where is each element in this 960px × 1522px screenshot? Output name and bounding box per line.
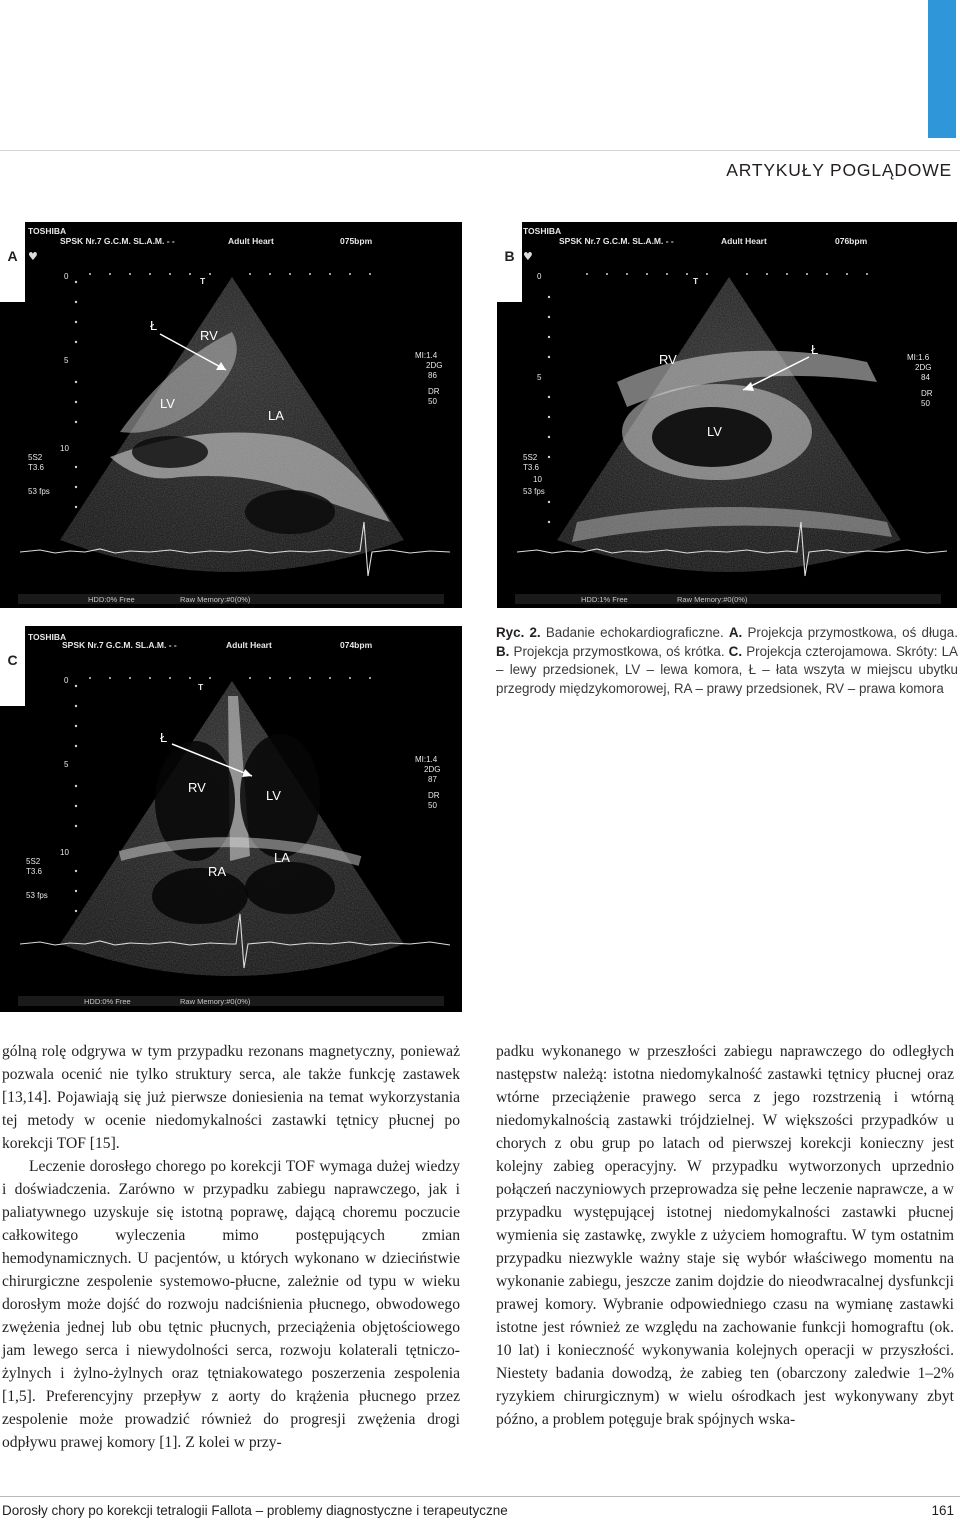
section-title: ARTYKUŁY POGLĄDOWE: [726, 160, 952, 180]
body-column-right: [496, 1040, 954, 1431]
label-la: LA: [268, 408, 284, 423]
depth-mark: 0: [64, 272, 69, 281]
caption-figure-number: Ryc. 2.: [496, 625, 541, 640]
label-la: LA: [274, 850, 290, 865]
param-gain: 87: [428, 775, 437, 784]
depth-mark: 5: [537, 373, 542, 382]
paragraph: Leczenie dorosłego chorego po korekcji TOF wymaga dużej wiedzy i doświadczenia. Zarówno w przypadku zabiegu naprawczego, jak i paliatywnego uzyskuje się istotną poprawę, dającą choremu poczucie całkowitego wyleczenia mimo postępujących zmian hemodynamicznych. U pacjentów, u których wykonano w dzieciństwie chirurgiczne zespolenie systemowo-płucne, zależnie od typu w wieku dorosłym może dojść do rozwoju nadciśnienia płucnego, obwodowego zwężenia jednej lub obu tętnic płucnych, przeciążenia objętościowego jam lewego serca i niewydolności serca, rozwoju kolaterali tętniczo-żylnych i żylno-żylnych oraz tętniakowatego poszerzenia zespolenia [1,5]. Preferencyjny przepływ z aorty do krążenia płucnego przez zespolenie może prowadzić również do progresji zwężenia drogi odpływu prawej komory [1]. Z kolei w przy-: [2, 1158, 460, 1451]
echo-panel-a: [0, 222, 462, 608]
paragraph: padku wykonanego w przeszłości zabiegu naprawczego do odległych następstw należą: istotna niedomykalność zastawki tętnicy płucnej oraz wtórne przeciążenie prawego serca z jego rozstrzenią i wtórną niedomykalnością zastawki trójdzielnej. W większości przypadków u chorych z obu grup po latach od pierwszej korekcji konieczny jest kolejny zabieg operacyjny. W przypadku wytworzonych uprzednio połączeń naczyniowych przeprowadza się pełne leczenie naprawcze, a w przypadku występującej istotnej niedomykalności zastawki płucnej wymienia się zastawkę, zwykle z użyciem homograftu. W tym ostatnim przypadku niezwykle ważny staje się wybór właściwego momentu na wykonanie zabiegu, jeszcze zanim dojdzie do nieodwracalnej dysfunkcji prawej komory. Wybranie odpowiedniego czasu na wymianę zastawki istotne jest również ze względu na zachowanie funkcji homograftu (ok. 10 lat) i konieczność wykonywania kolejnych operacji w przyszłości. Niestety badania dowodzą, że zabieg ten (obarczony zaledwie 1–2% ryzykiem chirurgicznym) w wielu ośrodkach jest wykonywany zbyt późno, a problem potęguje brak spójnych wska-: [496, 1043, 954, 1428]
study-id: SPSK Nr.7 G.C.M. SL.A.M. - -: [559, 236, 674, 246]
label-patch: Ł: [160, 730, 168, 745]
label-lv: LV: [707, 424, 722, 439]
hdd-status: HDD:1% Free: [581, 595, 628, 604]
param-mi: MI:1.4: [415, 755, 438, 764]
heart-icon: ♥: [523, 250, 533, 263]
preset-name: Adult Heart: [226, 640, 272, 650]
param-mode: 2DG: [915, 363, 932, 372]
caption-text: Projekcja czterojamowa. Skróty: LA – lewy przedsionek, LV – lewa komora, Ł – łata wszyta w miejscu ubytku przegrody międzykomorowej, RA – prawy przedsionek, RV – prawa komora: [496, 643, 958, 696]
param-mi: MI:1.4: [415, 351, 438, 360]
param-dr-value: 50: [921, 399, 930, 408]
study-id: SPSK Nr.7 G.C.M. SL.A.M. - -: [62, 640, 177, 650]
page-number: 161: [931, 1503, 954, 1518]
preset-name: Adult Heart: [721, 236, 767, 246]
depth-mark: 5: [64, 356, 69, 365]
depth-mark: 10: [60, 444, 69, 453]
echo-image-a: [0, 222, 462, 608]
label-patch: Ł: [150, 318, 158, 333]
echo-header-b: [523, 226, 868, 246]
label-rv: RV: [659, 352, 677, 367]
echo-image-b: [497, 222, 957, 608]
scanner-brand: TOSHIBA: [28, 226, 67, 236]
param-mode: 2DG: [426, 361, 443, 370]
caption-panel-c-key: C.: [728, 643, 743, 659]
label-ra: RA: [208, 864, 227, 879]
panel-letter-c: C: [0, 626, 25, 706]
depth-mark: 5: [64, 760, 69, 769]
param-dr-value: 50: [428, 397, 437, 406]
body-column-left: [2, 1040, 460, 1454]
scanner-brand: TOSHIBA: [28, 632, 67, 642]
label-rv: RV: [200, 328, 218, 343]
heart-rate: 076bpm: [835, 236, 868, 246]
hdd-status: HDD:0% Free: [84, 997, 131, 1006]
probe-name: 5S2: [26, 857, 41, 866]
probe-freq: T3.6: [523, 463, 540, 472]
heart-rate: 075bpm: [340, 236, 373, 246]
figure-caption: [496, 624, 958, 698]
frame-rate: 53 fps: [28, 487, 50, 496]
caption-panel-a-key: A.: [728, 625, 743, 640]
caption-text: Badanie echokardiograficzne.: [540, 625, 729, 640]
probe-freq: T3.6: [28, 463, 45, 472]
label-lv: LV: [266, 788, 281, 803]
param-dr: DR: [428, 791, 440, 800]
accent-color-bar: [928, 0, 956, 138]
probe-name: 5S2: [523, 453, 538, 462]
header-rule: [0, 150, 960, 151]
probe-freq: T3.6: [26, 867, 43, 876]
label-patch: Ł: [811, 342, 819, 357]
study-id: SPSK Nr.7 G.C.M. SL.A.M. - -: [60, 236, 175, 246]
paragraph: gólną rolę odgrywa w tym przypadku rezonans magnetyczny, ponieważ pozwala ocenić nie tylko struktury serca, ale także funkcję zastawek [13,14]. Pojawiają się już pierwsze doniesienia na temat wykorzystania tej metody w ocenie niedomykalności zastawki tętnicy płucnej po korekcji TOF [15].: [2, 1043, 460, 1152]
echo-panel-c: [0, 626, 462, 1012]
param-dr: DR: [428, 387, 440, 396]
panel-letter-b: B: [497, 222, 522, 302]
frame-rate: 53 fps: [26, 891, 48, 900]
caption-text: Projekcja przymostkowa, oś długa.: [742, 625, 958, 640]
depth-mark: 10: [533, 475, 542, 484]
memory-status: Raw Memory:#0(0%): [180, 997, 251, 1006]
panel-letter-a: A: [0, 222, 25, 302]
marker-t: T: [198, 682, 204, 692]
echo-image-c: [0, 626, 462, 1012]
probe-name: 5S2: [28, 453, 43, 462]
memory-status: Raw Memory:#0(0%): [677, 595, 748, 604]
footer-rule: [0, 1496, 960, 1497]
heart-rate: 074bpm: [340, 640, 373, 650]
label-lv: LV: [160, 396, 175, 411]
label-rv: RV: [188, 780, 206, 795]
frame-rate: 53 fps: [523, 487, 545, 496]
memory-status: Raw Memory:#0(0%): [180, 595, 251, 604]
caption-text: Projekcja przymostkowa, oś krótka.: [509, 643, 729, 659]
depth-mark: 0: [537, 272, 542, 281]
param-gain: 86: [428, 371, 437, 380]
param-mi: MI:1.6: [907, 353, 930, 362]
echo-header-a: [28, 226, 373, 246]
preset-name: Adult Heart: [228, 236, 274, 246]
depth-mark: 10: [60, 848, 69, 857]
running-title: Dorosły chory po korekcji tetralogii Fallota – problemy diagnostyczne i terapeutyczne: [2, 1503, 508, 1518]
param-dr-value: 50: [428, 801, 437, 810]
depth-mark: 0: [64, 676, 69, 685]
heart-icon: ♥: [28, 250, 38, 263]
param-mode: 2DG: [424, 765, 441, 774]
param-gain: 84: [921, 373, 930, 382]
param-dr: DR: [921, 389, 933, 398]
scanner-brand: TOSHIBA: [523, 226, 562, 236]
caption-panel-b-key: B.: [496, 643, 510, 659]
marker-t: T: [693, 276, 699, 286]
echo-header-c: [28, 632, 373, 650]
marker-t: T: [200, 276, 206, 286]
hdd-status: HDD:0% Free: [88, 595, 135, 604]
echo-panel-b: [497, 222, 957, 608]
